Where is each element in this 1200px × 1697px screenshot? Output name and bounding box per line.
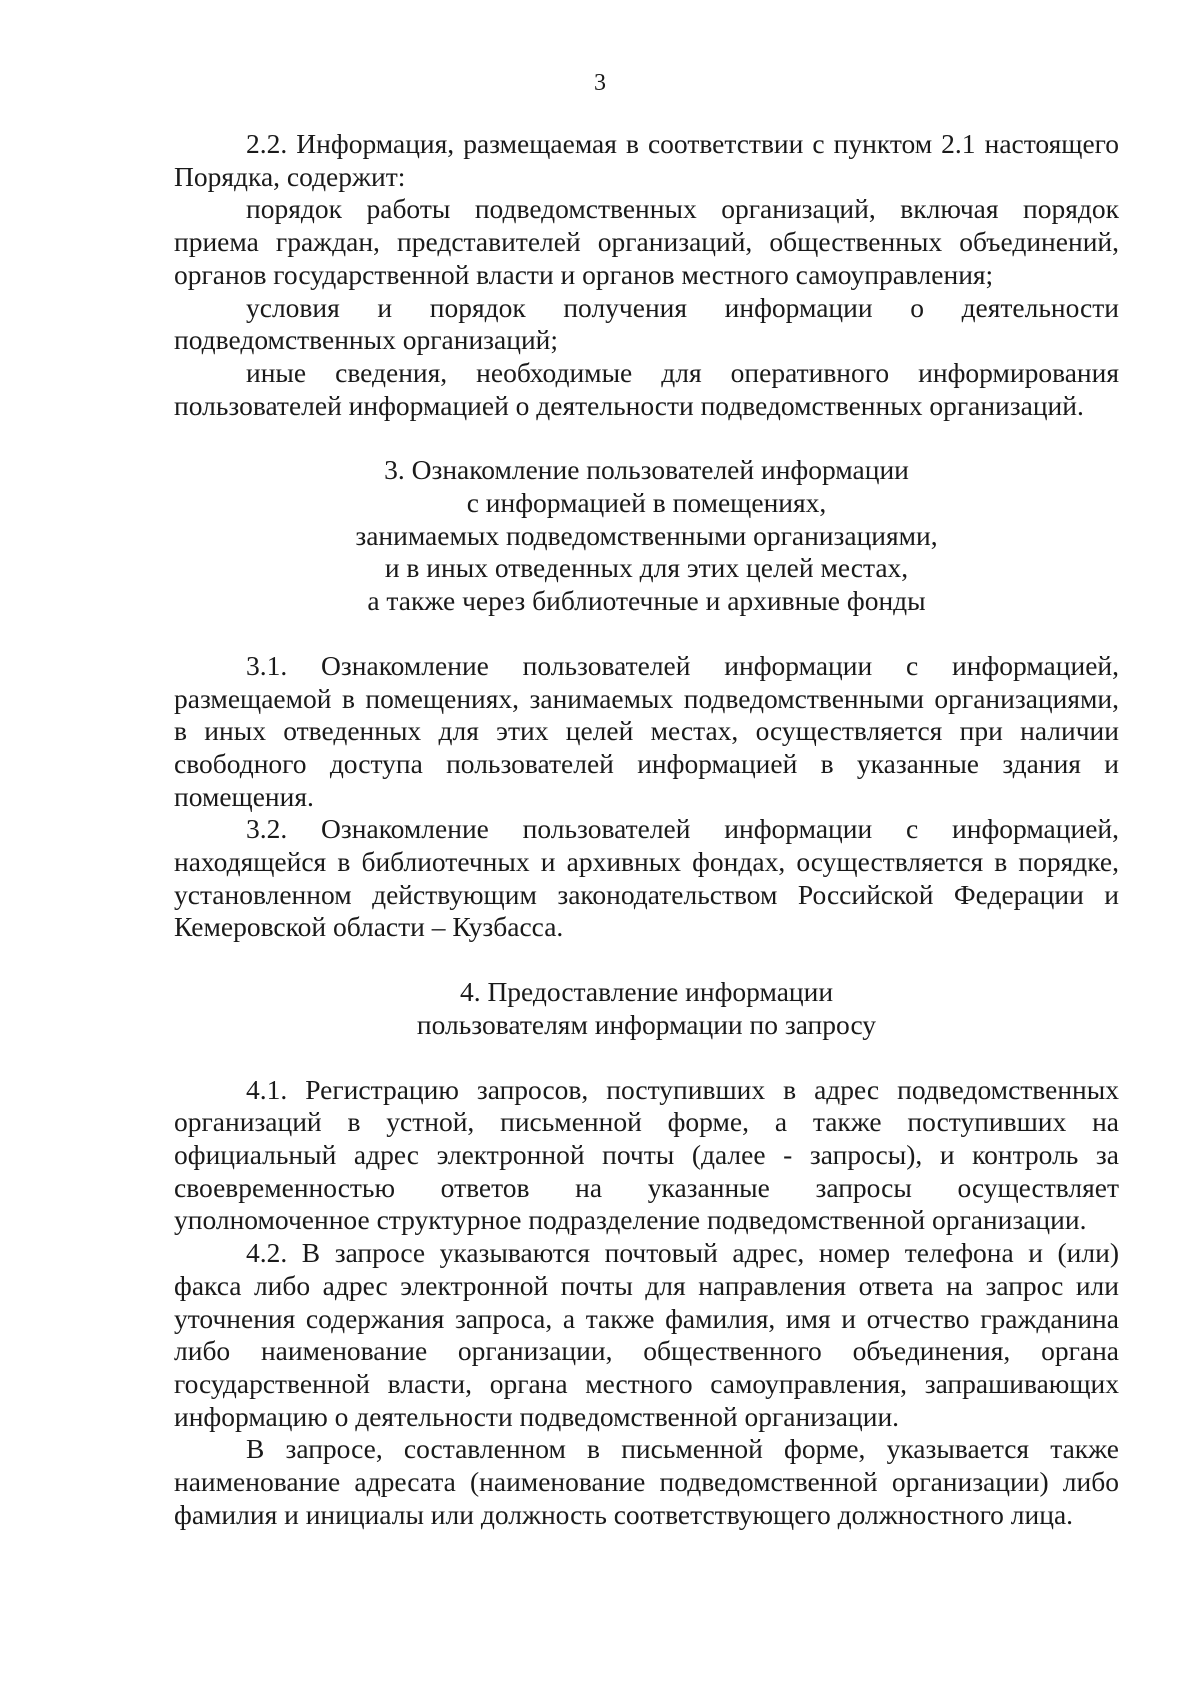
paragraph-4-1: 4.1. Регистрацию запросов, поступивших в адрес подведомственных организаций в устной, письменной форме, а также поступивших на официальный адрес электронной почты (далее - запросы), и контроль за своевременностью ответов на указанные запросы осуществляет уполномоченное структурное подразделение подведомственной организации. <box>174 1073 1119 1236</box>
section-heading-3: 3. Ознакомление пользователей информации с информацией в помещениях, занимаемых подведомственными организациями, и в иных отведенных для этих целей местах, а также через библиотечные и архивные фонды <box>355 454 938 617</box>
paragraph-4-2: 4.2. В запросе указываются почтовый адрес, номер телефона и (или) факса либо адрес электронной почты для направления ответа на запрос или уточнения содержания запроса, а также фамилия, имя и отчество гражданина либо наименование организации, общественного объединения, органа государственной власти, органа местного самоуправления, запрашивающих информацию о деятельности подведомственной организации. <box>174 1237 1119 1432</box>
page-number: 3 <box>594 70 606 96</box>
paragraph-conditions: условия и порядок получения информации о деятельности подведомственных организаций; <box>174 291 1119 356</box>
paragraph-work-order: порядок работы подведомственных организаций, включая порядок приема граждан, представителей организаций, общественных объединений, органов государственной власти и органов местного самоуправления; <box>174 193 1119 290</box>
paragraph-written-request: В запросе, составленном в письменной форме, указывается также наименование адресата (наименование подведомственной организации) либо фамилия и инициалы или должность соответствующего должностного лица. <box>174 1433 1119 1530</box>
paragraph-3-2: 3.2. Ознакомление пользователей информации с информацией, находящейся в библиотечных и архивных фондах, осуществляется в порядке, установленном действующим законодательством Российской Федерации и Кемеровской области – Кузбасса. <box>174 813 1119 943</box>
paragraph-3-1: 3.1. Ознакомление пользователей информации с информацией, размещаемой в помещениях, занимаемых подведомственными организациями, в иных отведенных для этих целей местах, осуществляется при наличии свободного доступа пользователей информацией в указанные здания и помещения. <box>174 649 1119 812</box>
document-body <box>174 128 1119 1531</box>
paragraph-2-2: 2.2. Информация, размещаемая в соответствии с пунктом 2.1 настоящего Порядка, содержит: <box>174 128 1119 192</box>
section-heading-4: 4. Предоставление информации пользователям информации по запросу <box>416 976 877 1040</box>
paragraph-other-info: иные сведения, необходимые для оперативного информирования пользователей информацией о деятельности подведомственных организаций. <box>174 356 1119 421</box>
